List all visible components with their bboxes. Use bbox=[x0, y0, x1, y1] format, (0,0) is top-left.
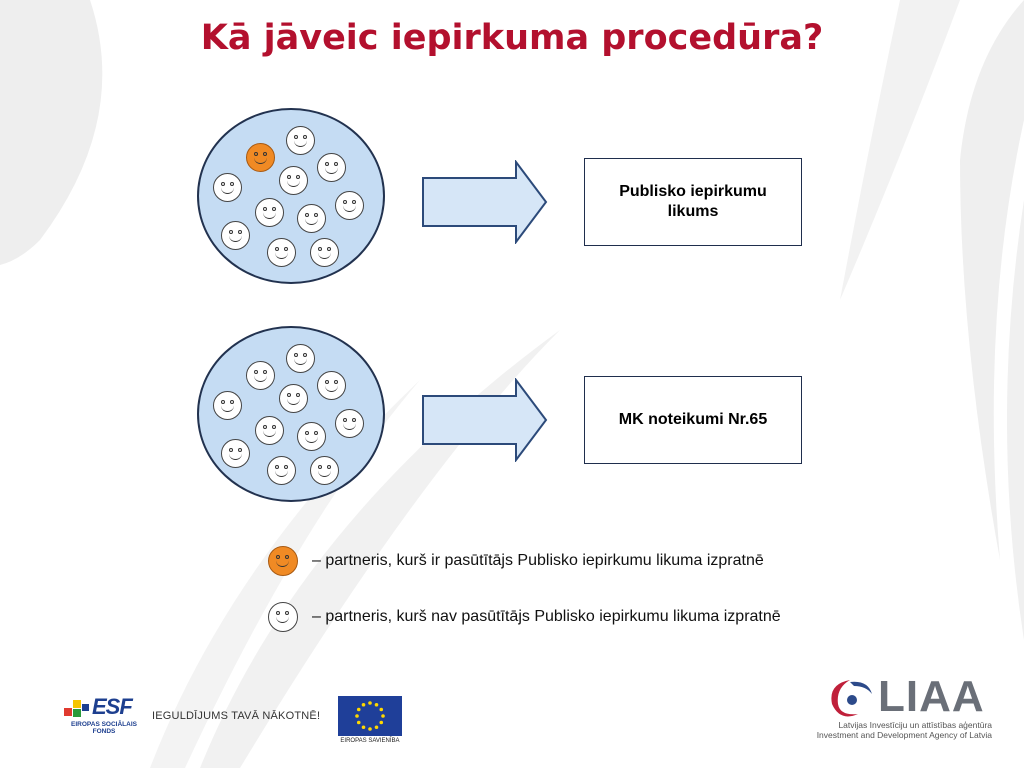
legend-item-contracting-partner bbox=[268, 546, 764, 576]
white-face-icon bbox=[335, 191, 364, 220]
orange-face-icon bbox=[268, 546, 298, 576]
target-box-mk-noteikumi: MK noteikumi Nr.65 bbox=[584, 376, 802, 464]
white-face-icon bbox=[317, 153, 346, 182]
white-face-icon bbox=[221, 439, 250, 468]
liaa-subtitle-lv: Latvijas Investīciju un attīstības aģentūra bbox=[838, 720, 992, 730]
eu-star-icon bbox=[379, 721, 383, 725]
white-face-icon bbox=[267, 456, 296, 485]
partner-group-1 bbox=[197, 108, 385, 284]
target-box-publisko-likums: Publisko iepirkumu likums bbox=[584, 158, 802, 246]
eu-star-icon bbox=[381, 714, 385, 718]
right-arrow-icon bbox=[422, 378, 548, 462]
white-face-icon bbox=[335, 409, 364, 438]
eu-star-icon bbox=[357, 708, 361, 712]
esf-logo bbox=[62, 694, 142, 746]
eu-star-icon bbox=[362, 703, 366, 707]
eu-label: EIROPAS SAVIENĪBA bbox=[340, 738, 400, 744]
right-arrow-icon bbox=[422, 160, 548, 244]
white-face-icon bbox=[286, 126, 315, 155]
white-face-icon bbox=[279, 384, 308, 413]
esf-subtitle: EIROPAS SOCIĀLAIS FONDS bbox=[71, 721, 137, 735]
liaa-swirl-icon bbox=[822, 676, 882, 720]
white-face-icon bbox=[255, 198, 284, 227]
page-title: Kā jāveic iepirkuma procedūra? bbox=[200, 18, 824, 58]
white-face-icon bbox=[268, 602, 298, 632]
white-face-icon bbox=[286, 344, 315, 373]
white-face-icon bbox=[297, 422, 326, 451]
eu-star-icon bbox=[368, 727, 372, 731]
white-face-icon bbox=[213, 173, 242, 202]
eu-star-icon bbox=[375, 725, 379, 729]
eu-star-icon bbox=[362, 725, 366, 729]
white-face-icon bbox=[297, 204, 326, 233]
liaa-subtitle bbox=[812, 720, 992, 740]
liaa-logo-text: LIAA bbox=[878, 672, 985, 721]
liaa-subtitle-en: Investment and Development Agency of Latvia bbox=[816, 730, 992, 740]
esf-squares-icon bbox=[64, 698, 90, 718]
esf-logo-text: ESF bbox=[92, 694, 132, 719]
legend-text: – partneris, kurš ir pasūtītājs Publisko iepirkumu likuma izpratnē bbox=[312, 552, 764, 569]
white-face-icon bbox=[310, 456, 339, 485]
white-face-icon bbox=[317, 371, 346, 400]
white-face-icon bbox=[279, 166, 308, 195]
legend-item-non-contracting-partner bbox=[268, 602, 781, 632]
eu-star-icon bbox=[357, 721, 361, 725]
white-face-icon bbox=[246, 361, 275, 390]
orange-face-icon bbox=[246, 143, 275, 172]
legend-text: – partneris, kurš nav pasūtītājs Publisko iepirkumu likuma izpratnē bbox=[312, 608, 781, 625]
white-face-icon bbox=[255, 416, 284, 445]
eu-star-icon bbox=[368, 701, 372, 705]
white-face-icon bbox=[213, 391, 242, 420]
eu-star-icon bbox=[379, 708, 383, 712]
slogan: IEGULDĪJUMS TAVĀ NĀKOTNĒ! bbox=[152, 710, 321, 722]
white-face-icon bbox=[267, 238, 296, 267]
partner-group-2 bbox=[197, 326, 385, 502]
white-face-icon bbox=[221, 221, 250, 250]
eu-star-icon bbox=[355, 714, 359, 718]
eu-flag-icon bbox=[338, 696, 402, 736]
white-face-icon bbox=[310, 238, 339, 267]
eu-star-icon bbox=[375, 703, 379, 707]
